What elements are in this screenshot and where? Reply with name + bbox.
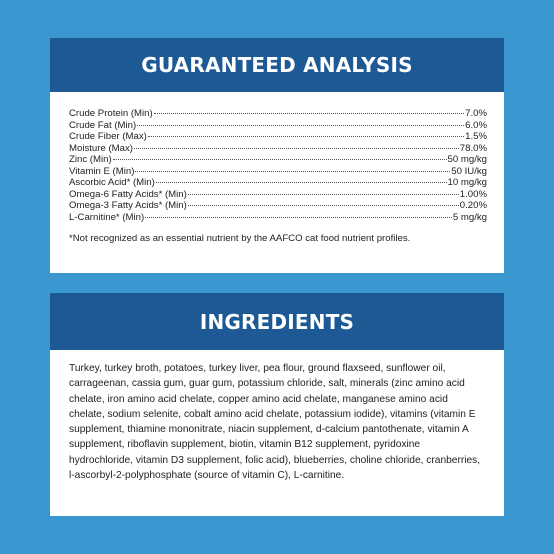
analysis-row-label: Zinc (Min) bbox=[69, 154, 112, 165]
analysis-row-label: Moisture (Max) bbox=[69, 142, 133, 154]
analysis-row bbox=[69, 177, 487, 189]
analysis-row-label: Crude Fiber (Max) bbox=[69, 131, 147, 142]
analysis-row bbox=[69, 143, 487, 155]
analysis-row-value: 50 mg/kg bbox=[447, 154, 487, 165]
analysis-row bbox=[69, 154, 487, 166]
leader-dots bbox=[145, 217, 452, 218]
analysis-row bbox=[69, 131, 487, 143]
analysis-table bbox=[50, 92, 504, 223]
analysis-row bbox=[69, 166, 487, 178]
analysis-row-value: 10 mg/kg bbox=[447, 177, 487, 188]
leader-dots bbox=[188, 205, 459, 206]
analysis-row bbox=[69, 212, 487, 224]
leader-dots bbox=[188, 194, 459, 195]
analysis-footnote: *Not recognized as an essential nutrient by the AAFCO cat food nutrient profiles. bbox=[69, 233, 411, 244]
leader-dots bbox=[135, 171, 450, 172]
analysis-row bbox=[69, 200, 487, 212]
analysis-row-label: Vitamin E (Min) bbox=[69, 165, 135, 177]
guaranteed-analysis-title: GUARANTEED ANALYSIS bbox=[50, 38, 504, 92]
ingredients-panel bbox=[50, 293, 504, 516]
analysis-row-value: 6.0% bbox=[465, 119, 487, 131]
leader-dots bbox=[137, 125, 464, 126]
leader-dots bbox=[148, 136, 464, 137]
analysis-row-value: 1.00% bbox=[459, 188, 487, 200]
analysis-row-value: 50 IU/kg bbox=[451, 165, 487, 177]
leader-dots bbox=[113, 159, 447, 160]
analysis-row-label: Ascorbic Acid* (Min) bbox=[69, 177, 155, 188]
leader-dots bbox=[154, 113, 464, 114]
analysis-row-label: Omega-6 Fatty Acids* (Min) bbox=[69, 188, 187, 200]
analysis-row-value: 7.0% bbox=[465, 108, 487, 119]
ingredients-title: INGREDIENTS bbox=[50, 293, 504, 350]
analysis-row-value: 5 mg/kg bbox=[452, 211, 487, 223]
leader-dots bbox=[156, 182, 447, 183]
leader-dots bbox=[134, 148, 459, 149]
analysis-row-label: Crude Protein (Min) bbox=[69, 108, 153, 119]
analysis-row-label: Omega-3 Fatty Acids* (Min) bbox=[69, 200, 187, 211]
analysis-row-label: Crude Fat (Min) bbox=[69, 119, 137, 131]
analysis-row bbox=[69, 108, 487, 120]
guaranteed-analysis-panel bbox=[50, 38, 504, 273]
analysis-row-value: 78.0% bbox=[459, 142, 487, 154]
analysis-row-value: 1.5% bbox=[465, 131, 487, 142]
analysis-row-label: L-Carnitine* (Min) bbox=[69, 211, 145, 223]
analysis-row bbox=[69, 120, 487, 132]
analysis-row bbox=[69, 189, 487, 201]
analysis-row-value: 0.20% bbox=[459, 200, 487, 211]
ingredients-list: Turkey, turkey broth, potatoes, turkey liver, pea flour, ground flaxseed, sunflower oil, carrageenan, cassia gum, guar gum, potassium chloride, salt, minerals (zinc amino acid chelate, iron amino acid chelate, copper amino acid chelate, manganese amino acid chelate, sodium selenite, cobalt amino acid chelate, potassium iodide), vitamins (vitamin E supplement, thiamine mononitrate, niacin supplement, d-calcium pantothenate, vitamin A supplement, riboflavin supplement, biotin, vitamin B12 supplement, pyridoxine hydrochloride, vitamin D3 supplement, folic acid), blueberries, choline chloride, cranberries, l-ascorbyl-2-polyphosphate (source of vitamin C), L-carnitine. bbox=[69, 363, 481, 482]
